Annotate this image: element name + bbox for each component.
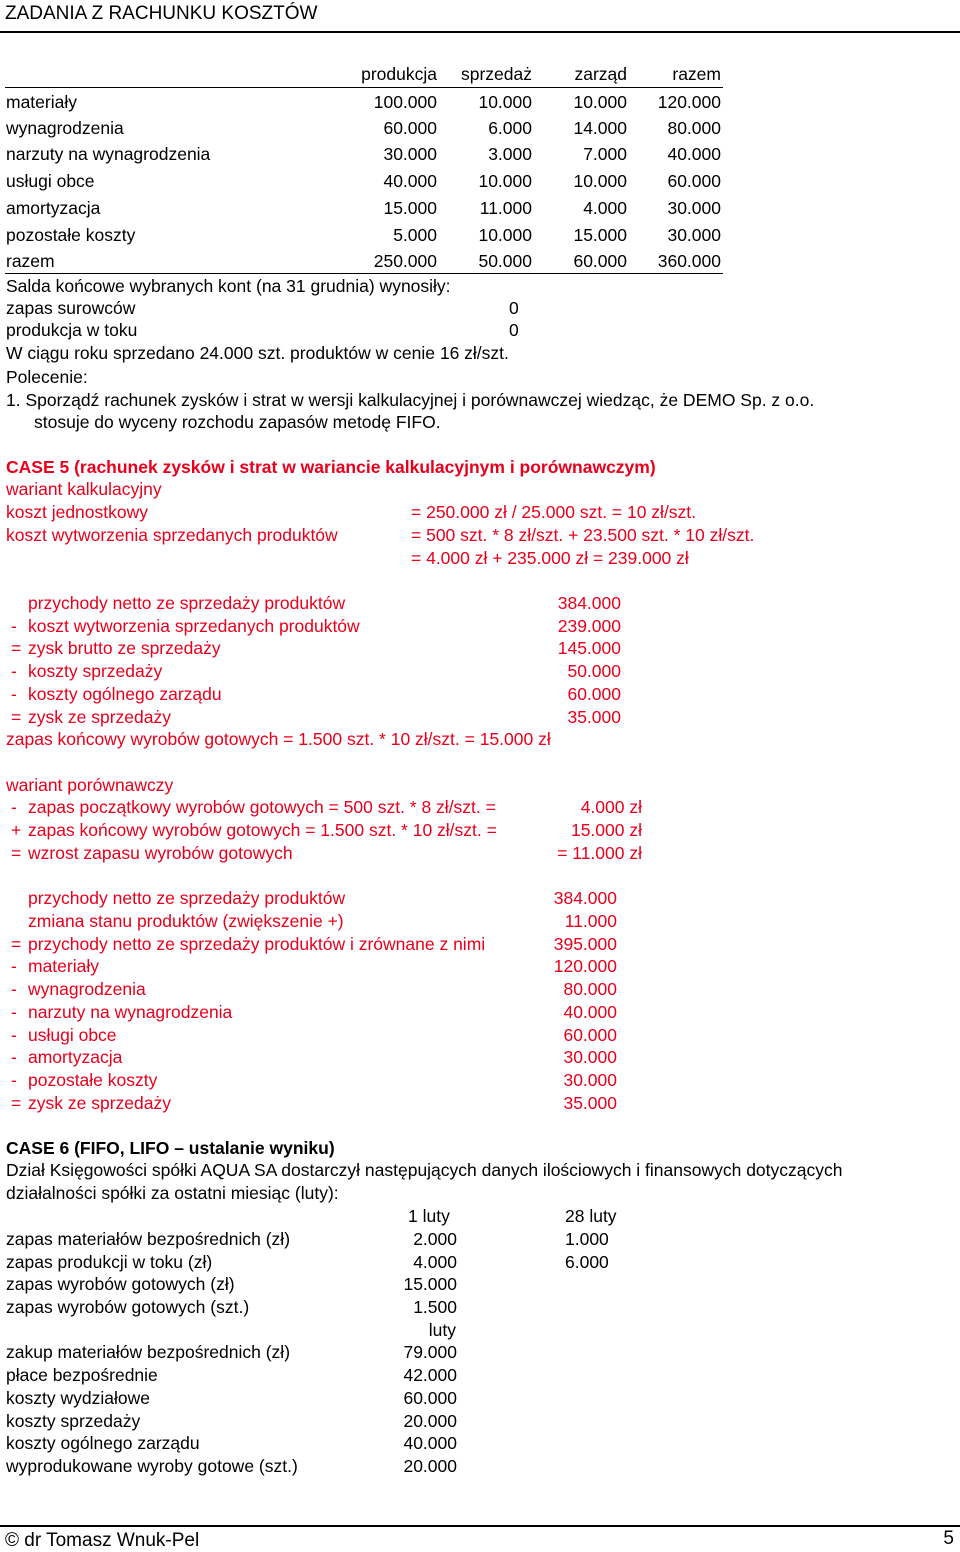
pl-label: zmiana stanu produktów (zwiększenie +) — [28, 911, 344, 931]
calc-value: = 11.000 zł — [557, 843, 642, 863]
pl-prefix: - — [11, 616, 17, 636]
pl-prefix: - — [11, 956, 17, 976]
sales-info: W ciągu roku sprzedano 24.000 szt. produktów w cenie 16 zł/szt. — [6, 343, 509, 363]
salda-intro: Salda końcowe wybranych kont (na 31 grudnia) wynosiły: — [6, 276, 451, 296]
pl-value: 30.000 — [563, 1047, 617, 1067]
variant-label: wariant kalkulacyjny — [6, 479, 162, 499]
row-label: zapas wyrobów gotowych (szt.) — [6, 1297, 250, 1317]
cell-luty: 20.000 — [403, 1456, 457, 1476]
pl-label: przychody netto ze sprzedaży produktów — [28, 593, 346, 613]
pl-value: 30.000 — [563, 1070, 617, 1090]
pl-prefix: - — [11, 684, 17, 704]
footer-rule — [0, 1525, 960, 1527]
table-bottom-rule — [5, 273, 723, 274]
cell-razem: 60.000 — [667, 171, 721, 191]
pl-prefix: - — [11, 1002, 17, 1022]
pl-label: narzuty na wynagrodzenia — [28, 1002, 233, 1022]
cell-produkcja: 100.000 — [373, 92, 437, 112]
row-label: razem — [6, 251, 55, 271]
cell-sprzedaz: 6.000 — [488, 118, 532, 138]
row-label: zapas materiałów bezpośrednich (zł) — [6, 1229, 291, 1249]
pl-label: zysk ze sprzedaży — [28, 707, 171, 727]
cell-zarzad: 7.000 — [583, 144, 627, 164]
cell-28-luty: 1.000 — [565, 1229, 609, 1249]
calc-value: = 500 szt. * 8 zł/szt. + 23.500 szt. * 10 zł/szt. — [411, 525, 755, 545]
cell-razem: 30.000 — [667, 225, 721, 245]
header-rule — [0, 31, 960, 33]
column-header: 1 luty — [408, 1206, 450, 1226]
page-number: 5 — [943, 1528, 954, 1549]
calc-value: = 4.000 zł + 235.000 zł = 239.000 zł — [411, 548, 689, 568]
salda-label: zapas surowców — [6, 298, 136, 318]
pl-label: pozostałe koszty — [28, 1070, 158, 1090]
cell-razem: 360.000 — [657, 251, 721, 271]
pl-value: 395.000 — [553, 934, 617, 954]
case5-title: CASE 5 (rachunek zysków i strat w wariancie kalkulacyjnym i porównawczym) — [6, 457, 656, 477]
calc-value: 15.000 zł — [570, 820, 642, 840]
pl-value: 239.000 — [557, 616, 621, 636]
pl-label: amortyzacja — [28, 1047, 123, 1067]
variant-label: wariant porównawczy — [6, 775, 174, 795]
pl-value: 384.000 — [557, 593, 621, 613]
cell-28-luty: 6.000 — [565, 1252, 609, 1272]
salda-value: 0 — [509, 320, 519, 340]
pl-prefix: = — [11, 707, 22, 727]
footer-author: © dr Tomasz Wnuk-Pel — [5, 1530, 200, 1551]
table-header-rule — [5, 87, 723, 88]
pl-value: 60.000 — [567, 684, 621, 704]
polecenie-label: Polecenie: — [6, 367, 88, 387]
pl-value: 11.000 — [564, 911, 617, 931]
cell-zarzad: 10.000 — [573, 92, 627, 112]
task-line: stosuje do wyceny rozchodu zapasów metodę FIFO. — [34, 412, 441, 432]
cell-produkcja: 40.000 — [383, 171, 437, 191]
cell-razem: 80.000 — [667, 118, 721, 138]
pl-prefix: - — [11, 661, 17, 681]
row-label: wynagrodzenia — [6, 118, 124, 138]
salda-label: produkcja w toku — [6, 320, 138, 340]
row-label: pozostałe koszty — [6, 225, 136, 245]
cell-zarzad: 4.000 — [583, 198, 627, 218]
pl-prefix: - — [11, 979, 17, 999]
calc-value: 4.000 zł — [580, 797, 642, 817]
row-label: zapas wyrobów gotowych (zł) — [6, 1274, 235, 1294]
column-header: 28 luty — [565, 1206, 617, 1226]
pl-value: 35.000 — [563, 1093, 617, 1113]
cell-sprzedaz: 50.000 — [478, 251, 532, 271]
pl-label: zysk ze sprzedaży — [28, 1093, 171, 1113]
calc-prefix: + — [11, 820, 22, 840]
pl-value: 60.000 — [563, 1025, 617, 1045]
pl-label: koszty sprzedaży — [28, 661, 163, 681]
cell-1-luty: 2.000 — [413, 1229, 457, 1249]
row-label: amortyzacja — [6, 198, 101, 218]
pl-label: usługi obce — [28, 1025, 117, 1045]
pl-label: materiały — [28, 956, 99, 976]
cell-produkcja: 250.000 — [373, 251, 437, 271]
pl-value: 80.000 — [563, 979, 617, 999]
column-header: luty — [428, 1320, 456, 1340]
row-label: narzuty na wynagrodzenia — [6, 144, 211, 164]
pl-label: wynagrodzenia — [28, 979, 146, 999]
cell-razem: 30.000 — [667, 198, 721, 218]
pl-prefix: - — [11, 1047, 17, 1067]
calc-label: zapas końcowy wyrobów gotowych = 1.500 szt. * 10 zł/szt. = — [28, 820, 497, 840]
cell-sprzedaz: 10.000 — [478, 92, 532, 112]
column-header: razem — [672, 64, 721, 84]
cell-razem: 120.000 — [657, 92, 721, 112]
pl-value: 120.000 — [553, 956, 617, 976]
cell-produkcja: 15.000 — [383, 198, 437, 218]
cell-luty: 79.000 — [403, 1342, 457, 1362]
cell-sprzedaz: 10.000 — [478, 171, 532, 191]
cell-zarzad: 14.000 — [573, 118, 627, 138]
cell-1-luty: 1.500 — [413, 1297, 457, 1317]
row-label: koszty sprzedaży — [6, 1411, 141, 1431]
cell-sprzedaz: 3.000 — [488, 144, 532, 164]
calc-label: wzrost zapasu wyrobów gotowych — [28, 843, 293, 863]
pl-prefix: - — [11, 1070, 17, 1090]
cell-1-luty: 4.000 — [413, 1252, 457, 1272]
pl-prefix: - — [11, 1025, 17, 1045]
calc-prefix: - — [11, 797, 17, 817]
column-header: produkcja — [361, 64, 437, 84]
cell-sprzedaz: 11.000 — [479, 198, 532, 218]
column-header: sprzedaż — [460, 64, 532, 84]
pl-label: przychody netto ze sprzedaży produktów — [28, 888, 346, 908]
row-label: wyprodukowane wyroby gotowe (szt.) — [6, 1456, 298, 1476]
calc-value: = 250.000 zł / 25.000 szt. = 10 zł/szt. — [411, 502, 697, 522]
closing-stock-calc: zapas końcowy wyrobów gotowych = 1.500 szt. * 10 zł/szt. = 15.000 zł — [6, 729, 551, 749]
calc-label: koszt jednostkowy — [6, 502, 149, 522]
cell-sprzedaz: 10.000 — [478, 225, 532, 245]
pl-value: 384.000 — [553, 888, 617, 908]
case6-intro: Dział Księgowości spółki AQUA SA dostarczył następujących danych ilościowych i finansowych dotyczących — [6, 1160, 843, 1180]
pl-prefix: = — [11, 934, 22, 954]
pl-label: koszt wytworzenia sprzedanych produktów — [28, 616, 360, 636]
pl-value: 145.000 — [557, 638, 621, 658]
cell-zarzad: 10.000 — [573, 171, 627, 191]
cell-luty: 42.000 — [403, 1365, 457, 1385]
cell-luty: 40.000 — [403, 1433, 457, 1453]
row-label: zakup materiałów bezpośrednich (zł) — [6, 1342, 291, 1362]
cell-zarzad: 15.000 — [573, 225, 627, 245]
cell-luty: 60.000 — [403, 1388, 457, 1408]
salda-value: 0 — [509, 298, 519, 318]
pl-value: 40.000 — [563, 1002, 617, 1022]
column-header: zarząd — [574, 64, 627, 84]
pl-value: 50.000 — [567, 661, 621, 681]
row-label: usługi obce — [6, 171, 95, 191]
pl-label: przychody netto ze sprzedaży produktów i zrównane z nimi — [28, 934, 486, 954]
cell-razem: 40.000 — [667, 144, 721, 164]
row-label: płace bezpośrednie — [6, 1365, 158, 1385]
cell-produkcja: 30.000 — [383, 144, 437, 164]
pl-label: zysk brutto ze sprzedaży — [28, 638, 221, 658]
calc-label: koszt wytworzenia sprzedanych produktów — [6, 525, 338, 545]
page-header-title: ZADANIA Z RACHUNKU KOSZTÓW — [5, 3, 318, 24]
pl-prefix: = — [11, 1093, 22, 1113]
row-label: zapas produkcji w toku (zł) — [6, 1252, 213, 1272]
task-line: 1. Sporządź rachunek zysków i strat w wersji kalkulacyjnej i porównawczej wiedząc, że DEMO Sp. z o.o. — [6, 390, 815, 410]
calc-prefix: = — [11, 843, 22, 863]
cell-produkcja: 60.000 — [383, 118, 437, 138]
cell-zarzad: 60.000 — [573, 251, 627, 271]
cell-luty: 20.000 — [403, 1411, 457, 1431]
row-label: koszty wydziałowe — [6, 1388, 150, 1408]
case6-intro: działalności spółki za ostatni miesiąc (luty): — [6, 1183, 339, 1203]
row-label: koszty ogólnego zarządu — [6, 1433, 200, 1453]
row-label: materiały — [6, 92, 77, 112]
pl-value: 35.000 — [567, 707, 621, 727]
cell-1-luty: 15.000 — [403, 1274, 457, 1294]
pl-label: koszty ogólnego zarządu — [28, 684, 222, 704]
pl-prefix: = — [11, 638, 22, 658]
cell-produkcja: 5.000 — [393, 225, 437, 245]
calc-label: zapas początkowy wyrobów gotowych = 500 szt. * 8 zł/szt. = — [28, 797, 496, 817]
case6-title: CASE 6 (FIFO, LIFO – ustalanie wyniku) — [6, 1138, 335, 1158]
